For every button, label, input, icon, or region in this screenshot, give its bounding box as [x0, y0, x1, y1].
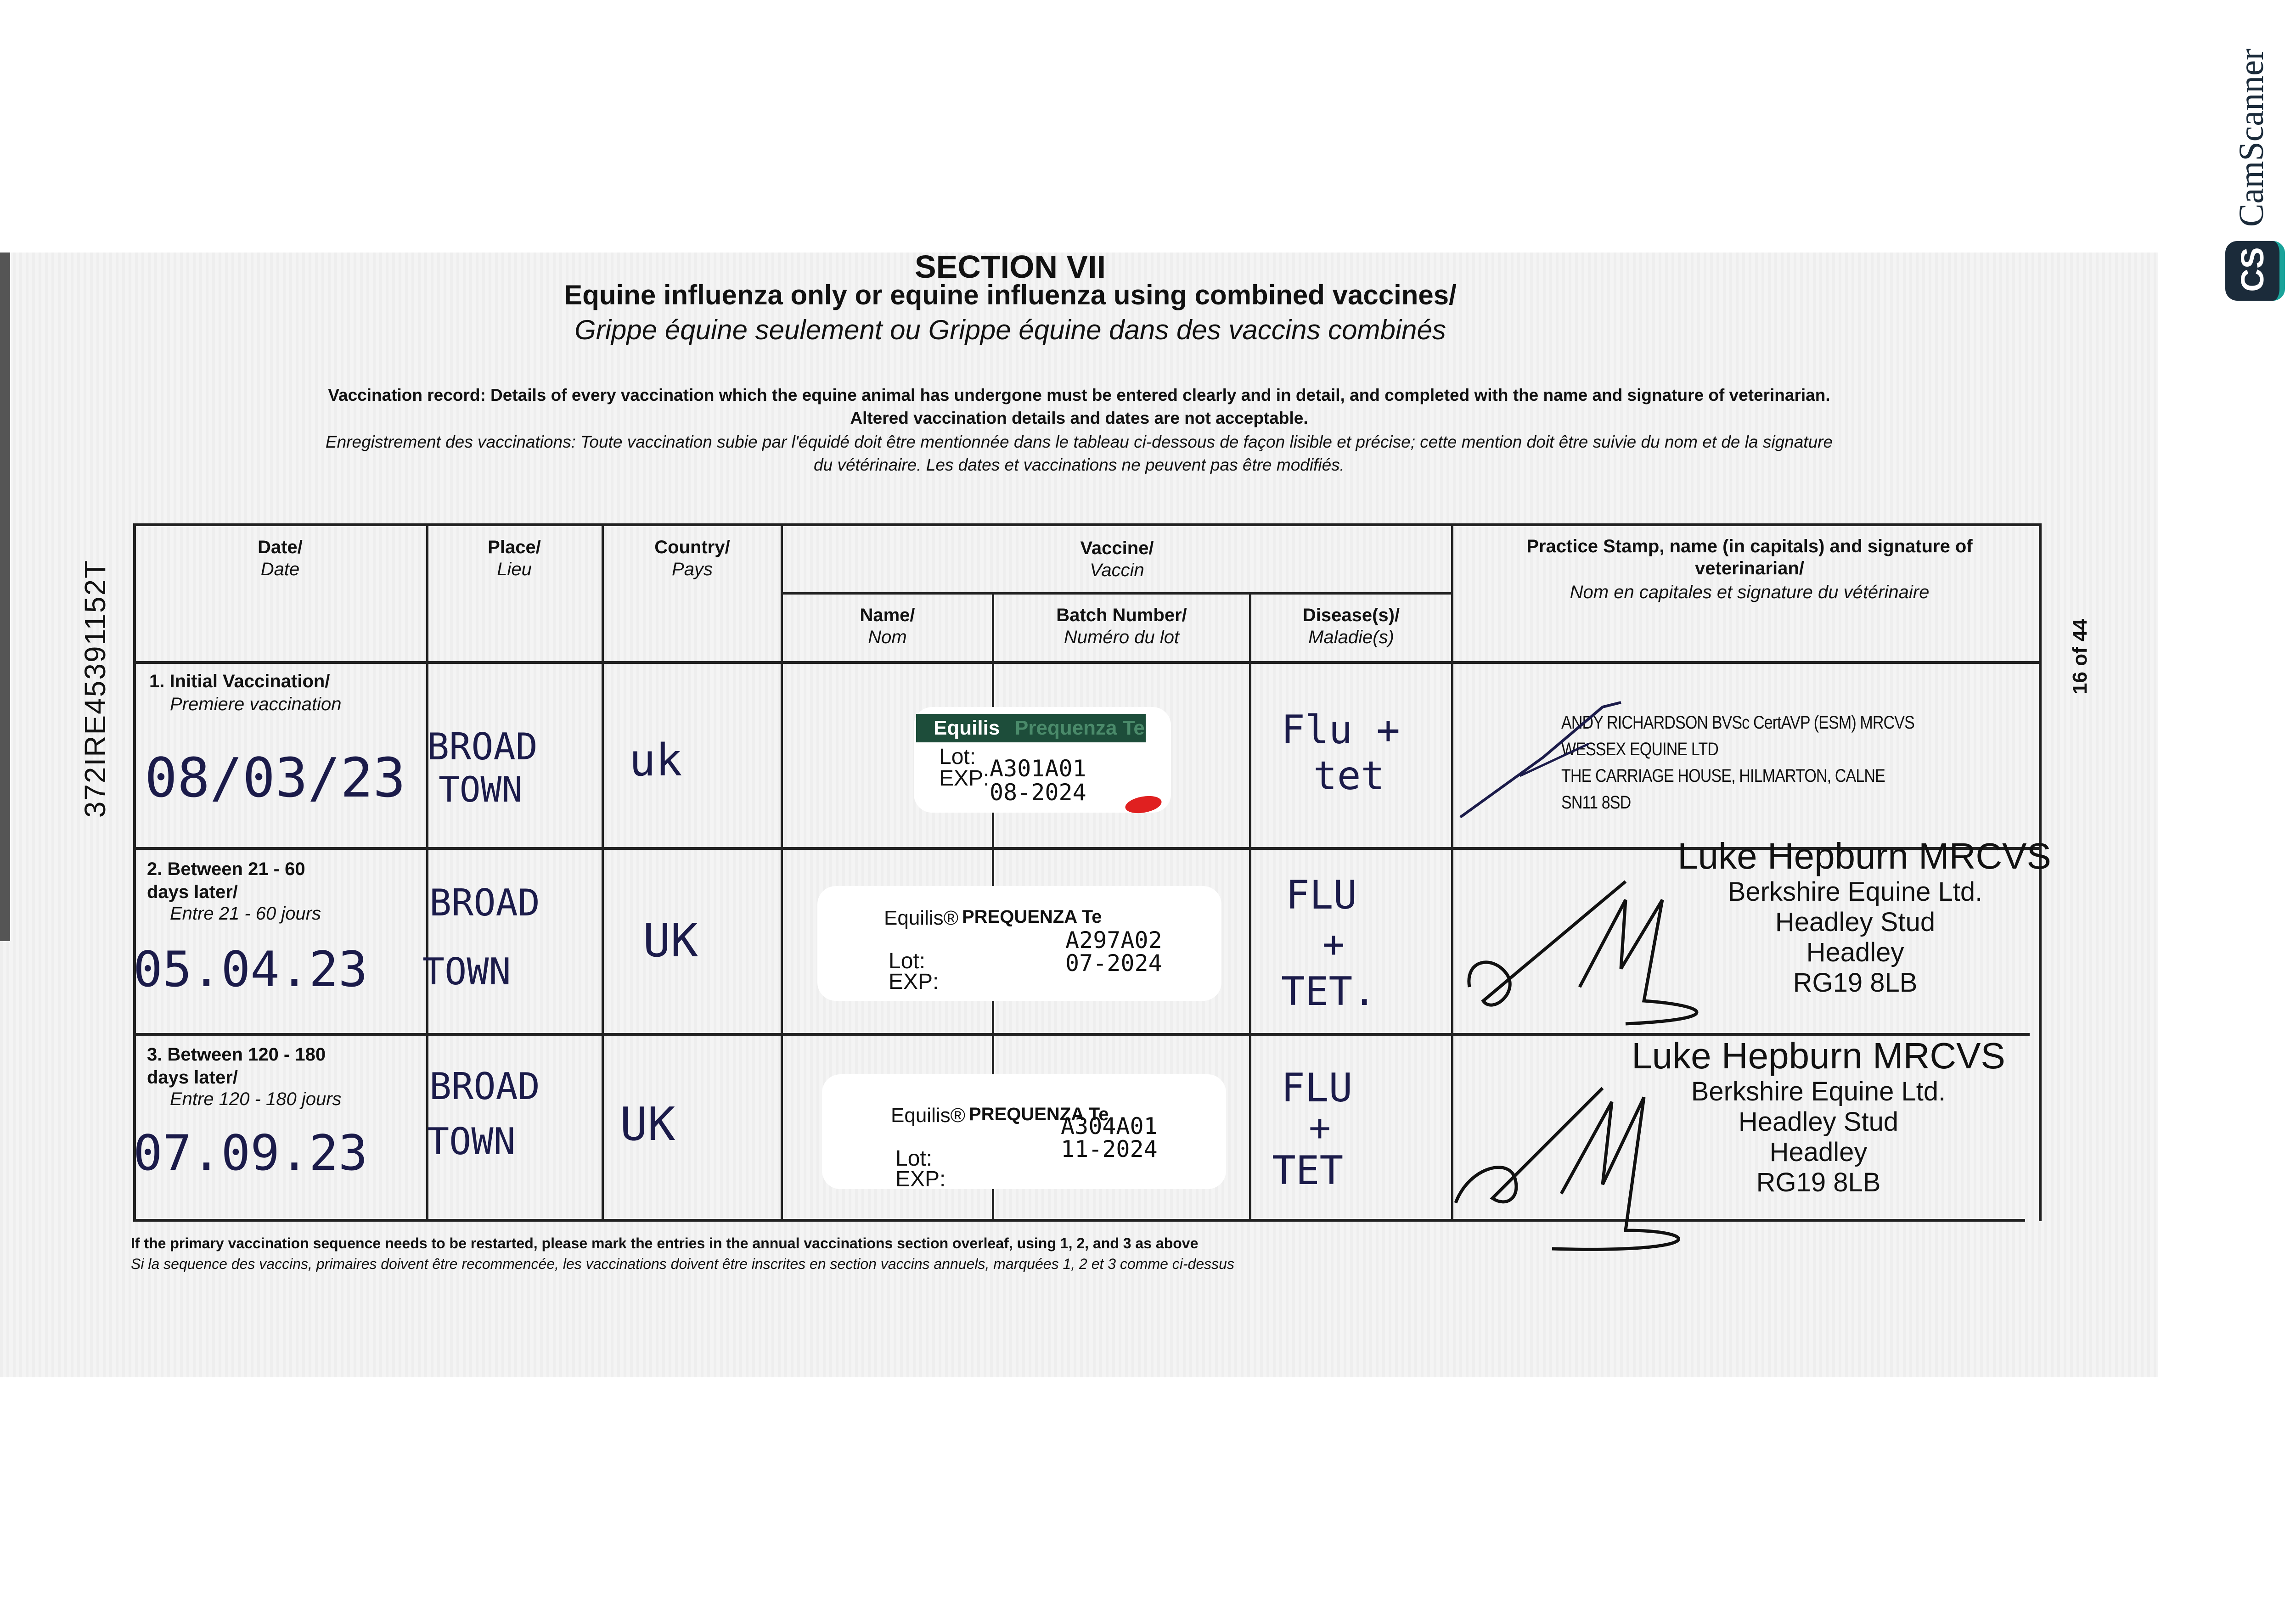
row-label-fr: Entre 21 - 60 jours — [170, 904, 321, 924]
stamp-line: Headley Stud — [1775, 907, 1936, 937]
page-number: 16 of 44 — [2069, 619, 2091, 694]
header-practice-stamp-fr: Nom en capitales et signature du vétérinaire — [1570, 582, 1930, 602]
exp-label: EXP: — [889, 970, 939, 994]
place-line-2: TOWN — [427, 1120, 516, 1163]
header-place-fr: Lieu — [497, 559, 532, 579]
instruction-fr-1: Enregistrement des vaccinations: Toute vaccination subie par l'équidé doit être mentionnée dans le tableau ci-dessous de façon lisible et précise; cette mention doit être suivie du nom et de la signature — [325, 432, 1833, 451]
stamp-line: Headley — [1769, 1137, 1868, 1167]
batch-number: A297A02 — [1065, 927, 1162, 954]
header-date-fr: Date — [260, 559, 300, 579]
header-disease-fr: Maladie(s) — [1308, 627, 1394, 647]
header-name: Name/ — [860, 605, 915, 625]
footer-note-fr: Si la sequence des vaccins, primaires doivent être recommencée, les vaccinations doivent être inscrites en section vaccins annuels, marquées 1, 2 et 3 comme ci-dessus — [131, 1256, 1234, 1272]
disease-line-3: TET. — [1281, 969, 1377, 1015]
stamp-line: SN11 8SD — [1561, 792, 1631, 813]
place-line-1: BROAD — [429, 881, 540, 924]
side-document-id: 372IRE45391152T — [79, 559, 112, 818]
place-line-1: BROAD — [427, 725, 538, 768]
disease-line-1: Flu + — [1281, 707, 1400, 753]
row-label-fr: Premiere vaccination — [170, 694, 342, 714]
vaccination-date: 08/03/23 — [145, 746, 406, 809]
section-heading-partial — [827, 232, 1194, 260]
vaccine-product: PREQUENZA Te — [969, 1104, 1109, 1124]
row-label: 2. Between 21 - 60 days later/ — [147, 859, 305, 902]
exp-label: EXP: — [939, 766, 990, 791]
vaccine-product: Prequenza Te — [1015, 717, 1145, 739]
footer-note-en: If the primary vaccination sequence needs to be restarted, please mark the entries in the annual vaccinations section overleaf, using 1, 2, and 3 as above — [131, 1235, 1199, 1252]
stamp-line: Berkshire Equine Ltd. — [1728, 877, 1983, 907]
section-title-fr: Grippe équine seulement ou Grippe équine dans des vaccins combinés — [574, 314, 1446, 345]
disease-line-2: tet — [1313, 753, 1385, 799]
vaccine-sticker-header — [884, 907, 1114, 930]
country: UK — [643, 914, 698, 967]
vaccination-date: 07.09.23 — [133, 1125, 368, 1181]
header-vaccine: Vaccine/ — [1080, 538, 1154, 558]
lot-label: Lot: — [939, 745, 976, 769]
place-line-2: TOWN — [439, 769, 523, 810]
header-place: Place/ — [488, 537, 541, 557]
stamp-vet-name: Luke Hepburn MRCVS — [1677, 836, 2051, 876]
expiry-date: 11-2024 — [1061, 1136, 1158, 1162]
row-label: 3. Between 120 - 180 days later/ — [147, 1044, 326, 1088]
header-batch-number-fr: Numéro du lot — [1064, 627, 1180, 647]
stamp-line: RG19 8LB — [1756, 1167, 1881, 1197]
stamp-line: RG19 8LB — [1793, 968, 1918, 998]
disease-line-1: FLU — [1281, 1065, 1353, 1111]
header-date: Date/ — [258, 537, 303, 557]
lot-label: Lot: — [895, 1146, 933, 1171]
row-label: 1. Initial Vaccination/ — [149, 671, 330, 691]
stamp-line: Headley — [1806, 937, 1904, 967]
instruction-en-1: Vaccination record: Details of every vaccination which the equine animal has undergone must be entered clearly and in detail, and completed with the name and signature of veterinarian. — [328, 386, 1830, 404]
stamp-line: THE CARRIAGE HOUSE, HILMARTON, CALNE — [1561, 766, 1885, 786]
camscanner-name: CamScanner — [2232, 48, 2271, 227]
instruction-en-2: Altered vaccination details and dates are not acceptable. — [850, 409, 1308, 427]
vet-signature — [1451, 849, 1750, 1033]
stamp-line: Berkshire Equine Ltd. — [1691, 1077, 1946, 1106]
vet-signature — [1451, 1047, 1750, 1258]
stamp-line: Headley Stud — [1738, 1107, 1899, 1137]
disease-line-1: FLU — [1286, 872, 1357, 918]
header-batch-number: Batch Number/ — [1056, 605, 1187, 625]
disease-line-3: TET — [1272, 1148, 1344, 1194]
exp-label: EXP: — [895, 1167, 946, 1191]
instruction-fr-2: du vétérinaire. Les dates et vaccinations ne peuvent pas être modifiés. — [814, 455, 1345, 474]
scan-edge-shadow — [0, 253, 10, 941]
header-vaccine-fr: Vaccin — [1090, 560, 1144, 580]
disease-line-2: + — [1322, 923, 1345, 965]
header-disease: Disease(s)/ — [1302, 605, 1400, 625]
batch-number: A304A01 — [1061, 1113, 1158, 1139]
place-line-1: BROAD — [429, 1065, 540, 1108]
vaccine-product: PREQUENZA Te — [962, 907, 1102, 927]
disease-line-2: + — [1309, 1106, 1331, 1149]
camscanner-logo-text: CS — [2234, 247, 2270, 292]
vet-signature — [1451, 689, 1681, 826]
header-country: Country/ — [654, 537, 730, 557]
vaccination-date: 05.04.23 — [133, 941, 368, 998]
header-practice-stamp: Practice Stamp, name (in capitals) and signature of veterinarian/ — [1526, 536, 1973, 578]
row-label-fr: Entre 120 - 180 jours — [170, 1089, 342, 1109]
vaccine-sticker-header — [916, 714, 1146, 742]
stamp-line: WESSEX EQUINE LTD — [1561, 739, 1718, 759]
vaccine-brand: Equilis® — [891, 1104, 966, 1127]
country: uk — [629, 735, 682, 786]
header-name-fr: Nom — [868, 627, 907, 647]
stamp-line: ANDY RICHARDSON BVSc CertAVP (ESM) MRCVS — [1561, 713, 1914, 733]
expiry-date: 08-2024 — [990, 779, 1086, 806]
expiry-date: 07-2024 — [1065, 950, 1162, 977]
batch-number: A301A01 — [990, 755, 1086, 782]
vaccine-brand: Equilis — [934, 717, 1000, 739]
lot-label: Lot: — [889, 949, 926, 973]
section-title-en: Equine influenza only or equine influenza using combined vaccines/ — [564, 280, 1457, 310]
vaccine-sticker — [822, 1074, 1226, 1189]
header-country-fr: Pays — [672, 559, 713, 579]
vaccine-brand: Equilis® — [884, 907, 959, 929]
country: UK — [620, 1097, 675, 1151]
place-line-2: TOWN — [422, 950, 511, 993]
stamp-vet-name: Luke Hepburn MRCVS — [1632, 1035, 2005, 1076]
